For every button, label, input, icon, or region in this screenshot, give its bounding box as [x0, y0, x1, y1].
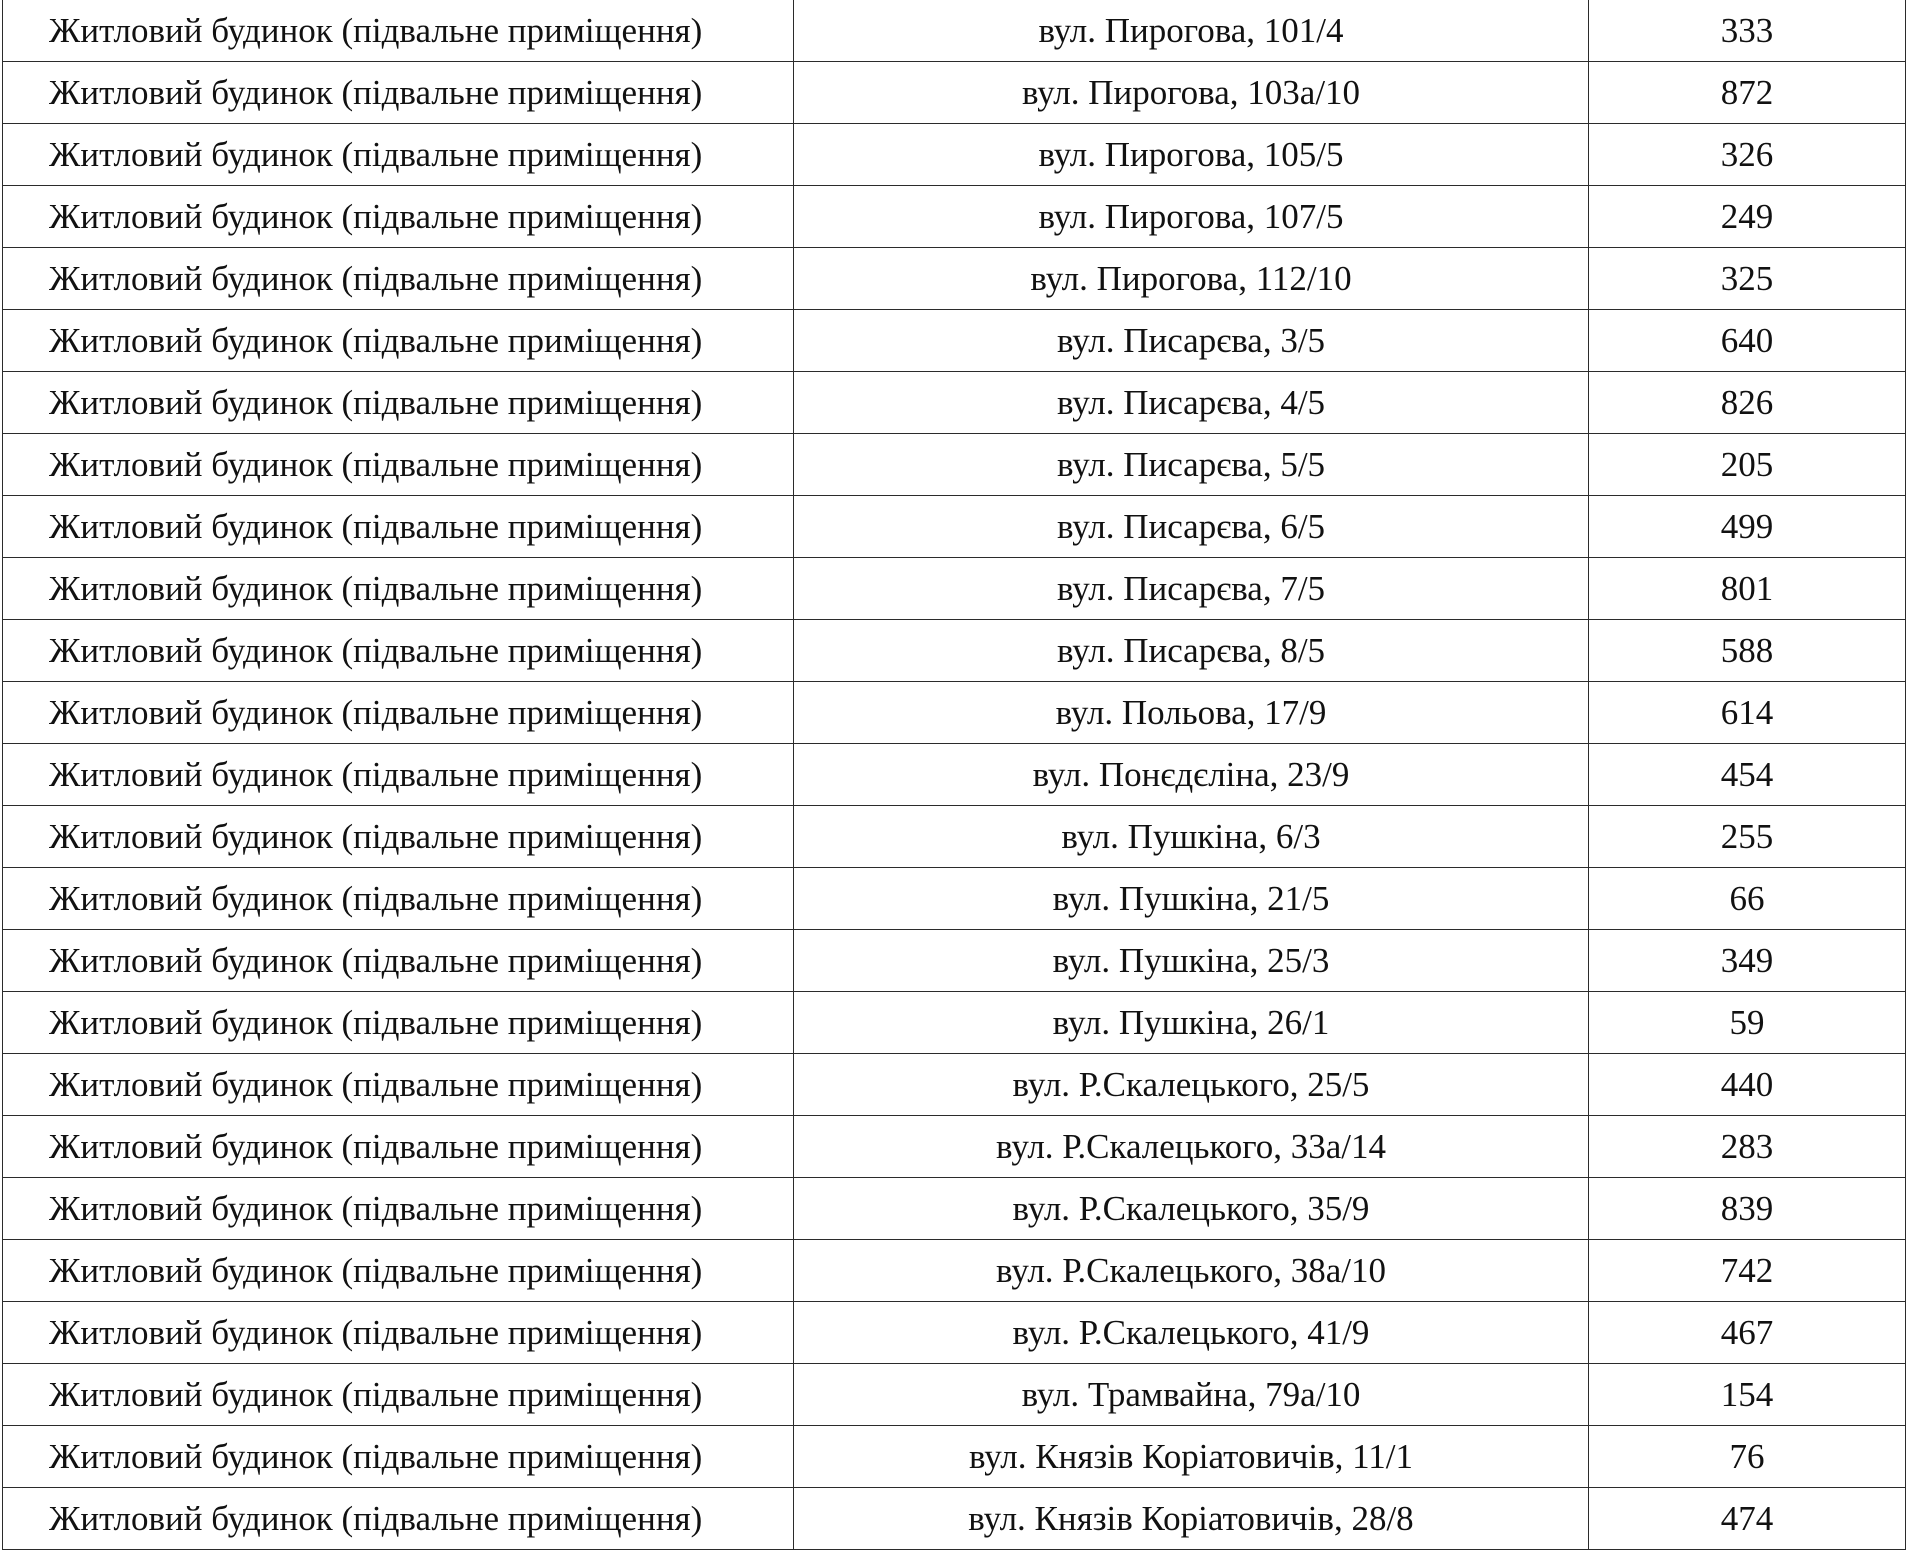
table-row	[3, 372, 1906, 434]
building-type-cell: Житловий будинок (підвальне приміщення)	[3, 1302, 794, 1364]
table-row	[3, 248, 1906, 310]
value-cell: 255	[1589, 806, 1906, 868]
building-type-cell: Житловий будинок (підвальне приміщення)	[3, 806, 794, 868]
table-row	[3, 1240, 1906, 1302]
address-cell: вул. Князів Коріатовичів, 28/8	[794, 1488, 1589, 1550]
address-cell: вул. Пушкіна, 6/3	[794, 806, 1589, 868]
table-row	[3, 1426, 1906, 1488]
building-type-cell: Житловий будинок (підвальне приміщення)	[3, 1488, 794, 1550]
building-type-cell: Житловий будинок (підвальне приміщення)	[3, 186, 794, 248]
address-cell: вул. Пушкіна, 21/5	[794, 868, 1589, 930]
building-type-cell: Житловий будинок (підвальне приміщення)	[3, 124, 794, 186]
address-cell: вул. Пирогова, 105/5	[794, 124, 1589, 186]
address-cell: вул. Пушкіна, 26/1	[794, 992, 1589, 1054]
value-cell: 59	[1589, 992, 1906, 1054]
building-type-cell: Житловий будинок (підвальне приміщення)	[3, 1116, 794, 1178]
table-row	[3, 682, 1906, 744]
building-type-cell: Житловий будинок (підвальне приміщення)	[3, 1426, 794, 1488]
table-row	[3, 310, 1906, 372]
value-cell: 440	[1589, 1054, 1906, 1116]
building-type-cell: Житловий будинок (підвальне приміщення)	[3, 868, 794, 930]
table-row	[3, 930, 1906, 992]
value-cell: 826	[1589, 372, 1906, 434]
table-row	[3, 1302, 1906, 1364]
address-cell: вул. Польова, 17/9	[794, 682, 1589, 744]
address-cell: вул. Писарєва, 6/5	[794, 496, 1589, 558]
address-cell: вул. Р.Скалецького, 41/9	[794, 1302, 1589, 1364]
table-row	[3, 992, 1906, 1054]
building-type-cell: Житловий будинок (підвальне приміщення)	[3, 682, 794, 744]
value-cell: 467	[1589, 1302, 1906, 1364]
value-cell: 205	[1589, 434, 1906, 496]
value-cell: 249	[1589, 186, 1906, 248]
table-row	[3, 1488, 1906, 1550]
address-cell: вул. Князів Коріатовичів, 11/1	[794, 1426, 1589, 1488]
table-row	[3, 1178, 1906, 1240]
building-type-cell: Житловий будинок (підвальне приміщення)	[3, 1178, 794, 1240]
address-cell: вул. Пирогова, 101/4	[794, 0, 1589, 62]
value-cell: 474	[1589, 1488, 1906, 1550]
table-body	[3, 0, 1906, 1550]
table-row	[3, 744, 1906, 806]
table-row	[3, 1054, 1906, 1116]
building-type-cell: Житловий будинок (підвальне приміщення)	[3, 930, 794, 992]
value-cell: 640	[1589, 310, 1906, 372]
address-cell: вул. Р.Скалецького, 33а/14	[794, 1116, 1589, 1178]
building-type-cell: Житловий будинок (підвальне приміщення)	[3, 744, 794, 806]
value-cell: 499	[1589, 496, 1906, 558]
value-cell: 349	[1589, 930, 1906, 992]
table-row	[3, 1364, 1906, 1426]
table-row	[3, 620, 1906, 682]
address-cell: вул. Писарєва, 5/5	[794, 434, 1589, 496]
address-cell: вул. Пирогова, 107/5	[794, 186, 1589, 248]
address-cell: вул. Р.Скалецького, 38а/10	[794, 1240, 1589, 1302]
building-type-cell: Житловий будинок (підвальне приміщення)	[3, 248, 794, 310]
building-type-cell: Житловий будинок (підвальне приміщення)	[3, 0, 794, 62]
table-row	[3, 868, 1906, 930]
building-type-cell: Житловий будинок (підвальне приміщення)	[3, 1240, 794, 1302]
value-cell: 333	[1589, 0, 1906, 62]
value-cell: 872	[1589, 62, 1906, 124]
value-cell: 839	[1589, 1178, 1906, 1240]
address-cell: вул. Трамвайна, 79а/10	[794, 1364, 1589, 1426]
shelter-table	[2, 0, 1906, 1550]
table-row	[3, 124, 1906, 186]
value-cell: 283	[1589, 1116, 1906, 1178]
building-type-cell: Житловий будинок (підвальне приміщення)	[3, 372, 794, 434]
address-cell: вул. Пушкіна, 25/3	[794, 930, 1589, 992]
value-cell: 325	[1589, 248, 1906, 310]
address-cell: вул. Р.Скалецького, 25/5	[794, 1054, 1589, 1116]
building-type-cell: Житловий будинок (підвальне приміщення)	[3, 496, 794, 558]
table-row	[3, 0, 1906, 62]
value-cell: 76	[1589, 1426, 1906, 1488]
building-type-cell: Житловий будинок (підвальне приміщення)	[3, 1364, 794, 1426]
value-cell: 454	[1589, 744, 1906, 806]
address-cell: вул. Писарєва, 8/5	[794, 620, 1589, 682]
address-cell: вул. Писарєва, 7/5	[794, 558, 1589, 620]
table-row	[3, 806, 1906, 868]
address-cell: вул. Р.Скалецького, 35/9	[794, 1178, 1589, 1240]
building-type-cell: Житловий будинок (підвальне приміщення)	[3, 310, 794, 372]
building-type-cell: Житловий будинок (підвальне приміщення)	[3, 620, 794, 682]
address-cell: вул. Понєдєліна, 23/9	[794, 744, 1589, 806]
value-cell: 614	[1589, 682, 1906, 744]
table-row	[3, 558, 1906, 620]
building-type-cell: Житловий будинок (підвальне приміщення)	[3, 434, 794, 496]
address-cell: вул. Пирогова, 103а/10	[794, 62, 1589, 124]
building-type-cell: Житловий будинок (підвальне приміщення)	[3, 62, 794, 124]
table-row	[3, 186, 1906, 248]
table-row	[3, 62, 1906, 124]
address-cell: вул. Писарєва, 4/5	[794, 372, 1589, 434]
table-row	[3, 434, 1906, 496]
value-cell: 154	[1589, 1364, 1906, 1426]
value-cell: 326	[1589, 124, 1906, 186]
building-type-cell: Житловий будинок (підвальне приміщення)	[3, 558, 794, 620]
value-cell: 588	[1589, 620, 1906, 682]
building-type-cell: Житловий будинок (підвальне приміщення)	[3, 992, 794, 1054]
value-cell: 742	[1589, 1240, 1906, 1302]
table-row	[3, 1116, 1906, 1178]
address-cell: вул. Писарєва, 3/5	[794, 310, 1589, 372]
table-row	[3, 496, 1906, 558]
building-type-cell: Житловий будинок (підвальне приміщення)	[3, 1054, 794, 1116]
value-cell: 66	[1589, 868, 1906, 930]
value-cell: 801	[1589, 558, 1906, 620]
address-cell: вул. Пирогова, 112/10	[794, 248, 1589, 310]
